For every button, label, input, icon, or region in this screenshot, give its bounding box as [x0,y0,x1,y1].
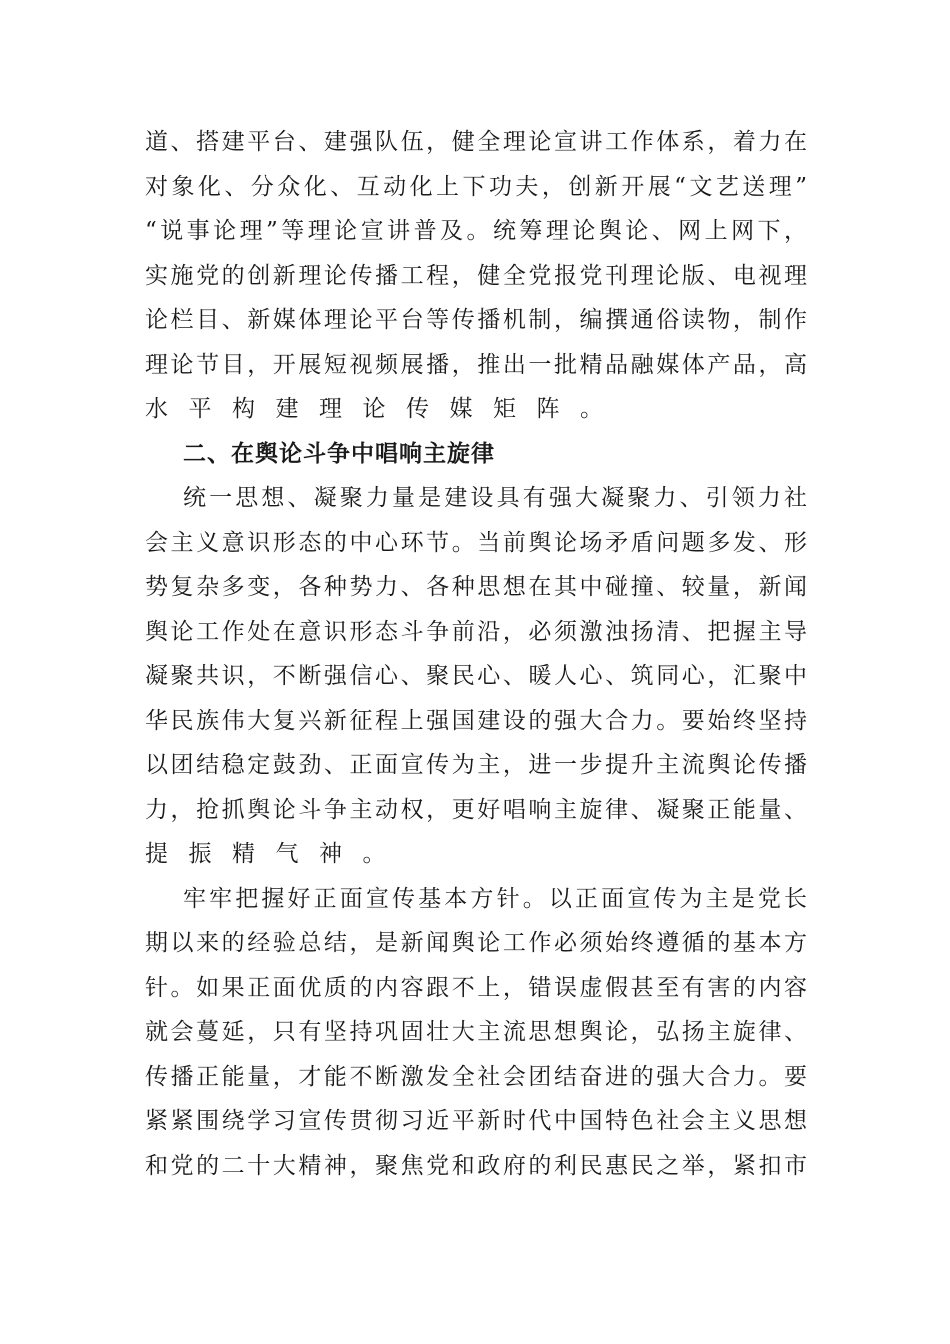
text-line: 理论节目，开展短视频展播，推出一批精品融媒体产品，高 [145,351,807,378]
text-line: 统一思想、凝聚力量是建设具有强大凝聚力、引领力社 [183,485,807,511]
text-line: 道、搭建平台、建强队伍，健全理论宣讲工作体系，着力在 [145,129,807,155]
text-line: 牢牢把握好正面宣传基本方针。以正面宣传为主是党长 [183,885,807,912]
text-line: 舆论工作处在意识形态斗争前沿，必须激浊扬清、把握主导 [145,618,807,645]
document-page [145,120,807,1188]
text-line: 论栏目、新媒体理论平台等传播机制，编撰通俗读物，制作 [145,307,807,333]
text-line: 会主义意识形态的中心环节。当前舆论场矛盾问题多发、形 [145,529,807,556]
text-line: 水平构建理论传媒矩阵。 [145,396,624,422]
text-line: 华民族伟大复兴新征程上强国建设的强大合力。要始终坚持 [145,707,807,734]
text-line: 对象化、分众化、互动化上下功夫，创新开展“文艺送理” [145,173,807,200]
text-line: 针。如果正面优质的内容跟不上，错误虚假甚至有害的内容 [145,974,807,1001]
text-line: 提振精气神。 [145,841,406,867]
text-line: 期以来的经验总结，是新闻舆论工作必须始终遵循的基本方 [145,930,807,956]
text-line: 势复杂多变，各种势力、各种思想在其中碰撞、较量，新闻 [145,574,807,600]
paragraph [145,877,807,1189]
text-line: 就会蔓延，只有坚持巩固壮大主流思想舆论，弘扬主旋律、 [145,1019,807,1045]
text-line: 力，抢抓舆论斗争主动权，更好唱响主旋律、凝聚正能量、 [145,796,807,823]
paragraph [145,476,807,877]
text-line: 以团结稳定鼓劲、正面宣传为主，进一步提升主流舆论传播 [145,752,807,778]
text-line: 和党的二十大精神，聚焦党和政府的利民惠民之举，紧扣市 [145,1152,807,1179]
text-line: 实施党的创新理论传播工程，健全党报党刊理论版、电视理 [145,262,807,289]
text-line: 凝聚共识，不断强信心、聚民心、暖人心、筑同心，汇聚中 [145,663,807,689]
text-line: “说事论理”等理论宣讲普及。统筹理论舆论、网上网下， [145,218,807,244]
paragraph-continued [145,120,807,432]
section-heading: 二、在舆论斗争中唱响主旋律 [183,440,495,467]
text-line: 紧紧围绕学习宣传贯彻习近平新时代中国特色社会主义思想 [145,1108,807,1134]
text-line: 传播正能量，才能不断激发全社会团结奋进的强大合力。要 [145,1063,807,1090]
